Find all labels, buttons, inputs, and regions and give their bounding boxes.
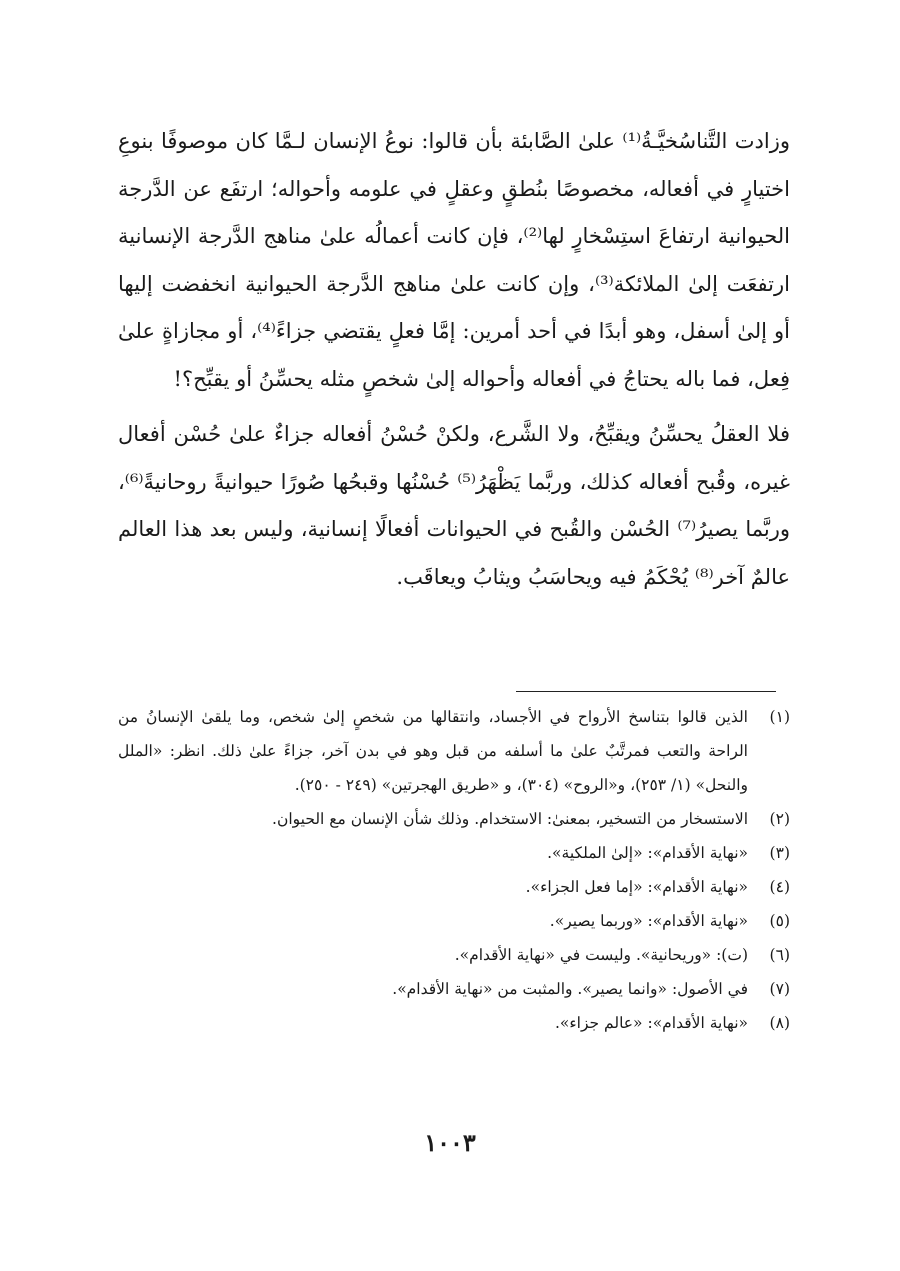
footnote-number: (٦)	[769, 946, 790, 964]
footnote-8	[118, 1006, 790, 1040]
footnote-number: (٥)	[769, 912, 790, 930]
footnote-6	[118, 938, 790, 972]
footnote-text: «نهاية الأقدام»: «إلىٰ الملكية».	[547, 844, 748, 862]
footnote-number: (٢)	[769, 810, 790, 828]
footnote-7	[118, 972, 790, 1006]
page-number: ١٠٠٣	[424, 1128, 476, 1157]
footnote-text: (ت): «وريحانية». وليست في «نهاية الأقدام».	[454, 946, 748, 964]
paragraph-2: فلا العقلُ يحسِّنُ ويقبِّحُ، ولا الشَّرع، ولكنْ حُسْنُ أفعاله جزاءٌ علىٰ حُسْن أفعال غيره، وقُبح أفعاله كذلك، وربَّما يَظْهَرُ⁽⁵⁾ حُسْنُها وقبحُها صُورًا حيوانيةً روحانيةً⁽⁶⁾، وربَّما يصيرُ⁽⁷⁾ الحُسْن والقُبح في الحيوانات أفعالًا إنسانية، وليس بعد هذا العالم عالمٌ آخر⁽⁸⁾ يُحْكَمُ فيه ويحاسَبُ ويثابُ ويعاقَب.	[118, 422, 791, 589]
footnote-4	[118, 870, 790, 904]
footnote-5	[118, 904, 790, 938]
footnote-text: «نهاية الأقدام»: «عالم جزاء».	[554, 1014, 748, 1032]
paragraph-1: وزادت التَّناسُخيَّـةُ⁽¹⁾ علىٰ الصَّابئة بأن قالوا: نوعُ الإنسان لـمَّا كان موصوفًا بنوعِ اختيارٍ في أفعاله، مخصوصًا بنُطقٍ وعقلٍ في علومه وأحواله؛ ارتفَع عن الدَّرجة الحيوانية ارتفاعَ استِسْخارٍ لها⁽²⁾، فإن كانت أعمالُه علىٰ مناهج الدَّرجة الإنسانية ارتفعَت إلىٰ الملائكة⁽³⁾، وإن كانت علىٰ مناهج الدَّرجة الحيوانية انخفضت إليها أو إلىٰ أسفل، وهو أبدًا في أحد أمرين: إمَّا فعلٍ يقتضي جزاءً⁽⁴⁾، أو مجازاةٍ علىٰ فِعل، فما باله يحتاجُ في أفعاله وأحواله إلىٰ شخصٍ مثله يحسِّنُ أو يقبِّح؟!	[118, 129, 790, 391]
footnote-text: في الأصول: «وانما يصير». والمثبت من «نهاية الأقدام».	[392, 980, 748, 998]
footnote-text: «نهاية الأقدام»: «إما فعل الجزاء».	[525, 878, 748, 896]
footnotes	[118, 700, 790, 1040]
main-text	[118, 118, 790, 601]
footnote-3	[118, 836, 790, 870]
footnote-text: «نهاية الأقدام»: «وربما يصير».	[549, 912, 748, 930]
footnote-number: (٧)	[769, 980, 790, 998]
footnote-number: (٤)	[769, 878, 790, 896]
footnote-text: الذين قالوا بتناسخ الأرواح في الأجساد، وانتقالها من شخصٍ إلىٰ شخص، وما يلقىٰ الإنسانُ من الراحة والتعب فمرتَّبٌ علىٰ ما أسلفه من قبل وهو في بدن آخر، جزاءً علىٰ ذلك. انظر: «الملل والنحل» (١/ ٢٥٣)، و«الروح» (٣٠٤)، و «طريق الهجرتين» (٢٤٩ - ٢٥٠).	[118, 708, 748, 794]
footnote-number: (٨)	[769, 1014, 790, 1032]
footnote-separator	[516, 691, 776, 692]
footnote-number: (٣)	[769, 844, 790, 862]
footnote-2	[118, 802, 790, 836]
footnote-number: (١)	[769, 708, 790, 726]
footnote-1	[118, 700, 790, 802]
footnote-text: الاستسخار من التسخير، بمعنىٰ: الاستخدام. وذلك شأن الإنسان مع الحيوان.	[272, 810, 748, 828]
